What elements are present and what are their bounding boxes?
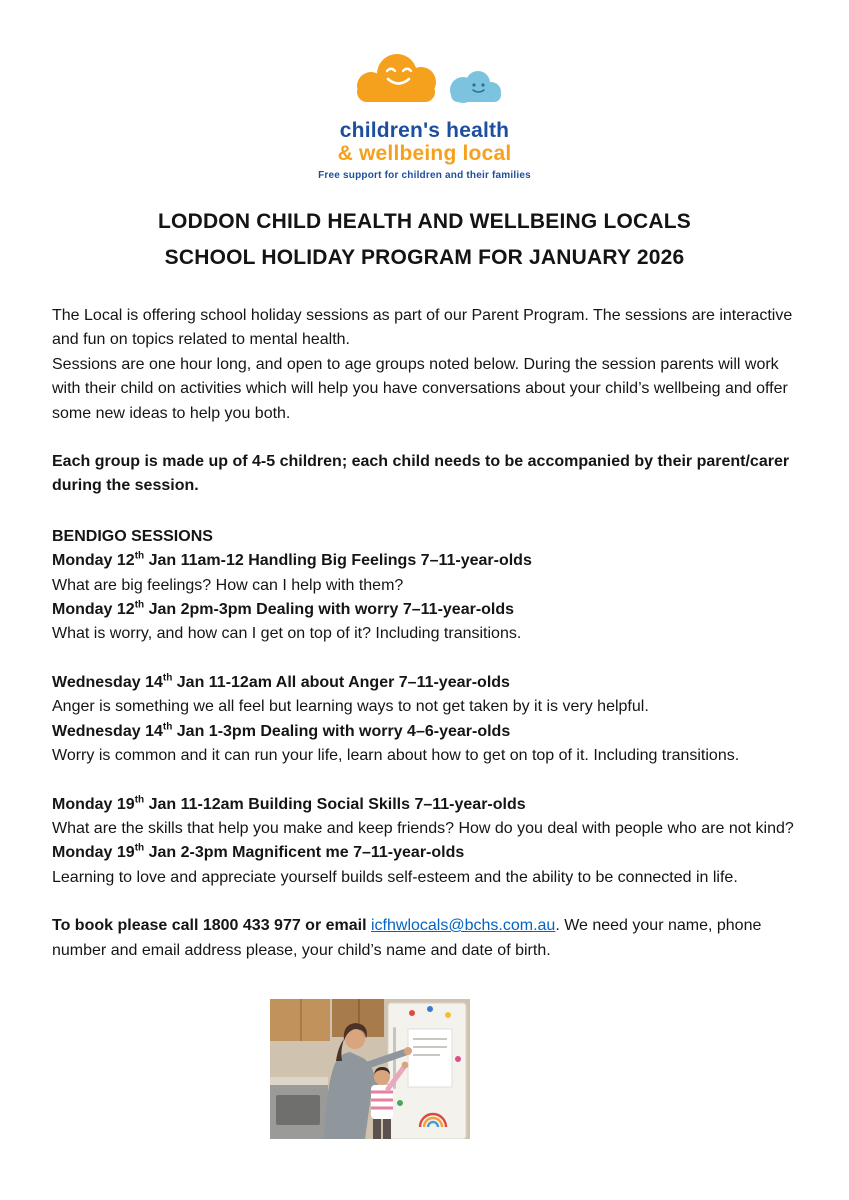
session-title-rest: Jan 11-12am Building Social Skills 7–11-year-olds xyxy=(144,795,526,813)
intro-paragraph-1: The Local is offering school holiday sessions as part of our Parent Program. The sessions are interactive and fun on topics related to mental health. xyxy=(52,307,793,349)
sessions-heading: BENDIGO SESSIONS xyxy=(52,527,213,545)
family-photo xyxy=(270,999,470,1139)
session-title-rest: Jan 2-3pm Magnificent me 7–11-year-olds xyxy=(144,844,465,862)
session-day: Monday 19 xyxy=(52,795,135,813)
session-description: Worry is common and it can run your life, learn about how to get on top of it. Including transitions. xyxy=(52,747,740,765)
intro-paragraph-2: Sessions are one hour long, and open to age groups noted below. During the session parents will work with their child on activities which will help you have conversations about your child’s wellbeing and offer some new ideas to help you both. xyxy=(52,355,788,422)
session-title xyxy=(52,671,797,695)
session-day: Wednesday 14 xyxy=(52,722,163,740)
session-description: What are big feelings? How can I help with them? xyxy=(52,576,404,594)
logo xyxy=(0,50,849,182)
session-day: Monday 12 xyxy=(52,601,135,619)
session-group-monday-12 xyxy=(52,549,797,647)
session-day: Wednesday 14 xyxy=(52,673,163,691)
document-title xyxy=(0,204,849,276)
session-title-rest: Jan 2pm-3pm Dealing with worry 7–11-year-olds xyxy=(144,601,515,619)
session-title-rest: Jan 11-12am All about Anger 7–11-year-olds xyxy=(172,673,510,691)
session-group-monday-19 xyxy=(52,793,797,891)
clouds-logo-icon xyxy=(339,50,511,116)
session-ordinal: th xyxy=(134,599,145,611)
group-size-note: Each group is made up of 4-5 children; each child needs to be accompanied by their parent/carer during the session. xyxy=(52,453,790,495)
title-line1: LODDON CHILD HEALTH AND WELLBEING LOCALS xyxy=(158,210,691,233)
session-day: Monday 12 xyxy=(52,552,135,570)
session-title xyxy=(52,549,797,573)
logo-tagline: Free support for children and their families xyxy=(318,170,531,181)
session-ordinal: th xyxy=(134,842,145,854)
session-group-wednesday-14 xyxy=(52,671,797,769)
session-ordinal: th xyxy=(162,721,173,733)
session-title-rest: Jan 1-3pm Dealing with worry 4–6-year-olds xyxy=(172,722,511,740)
booking-email-link[interactable]: icfhwlocals@bchs.com.au xyxy=(371,917,556,935)
document-body xyxy=(0,304,849,1139)
session-title xyxy=(52,598,797,622)
session-ordinal: th xyxy=(162,672,173,684)
title-line2: SCHOOL HOLIDAY PROGRAM FOR JANUARY 2026 xyxy=(164,246,685,269)
session-ordinal: th xyxy=(134,794,145,806)
session-description: Anger is something we all feel but learning ways to not get taken by it is very helpful. xyxy=(52,698,649,716)
booking-call-text: To book please call 1800 433 977 or email xyxy=(52,917,367,935)
session-title xyxy=(52,793,797,817)
session-title xyxy=(52,720,797,744)
logo-title-line1: children's health xyxy=(339,119,510,142)
session-title-rest: Jan 11am-12 Handling Big Feelings 7–11-year-olds xyxy=(144,552,532,570)
family-photo-illustration xyxy=(270,999,470,1139)
logo-title-line2: & wellbeing local xyxy=(337,142,512,165)
session-day: Monday 19 xyxy=(52,844,135,862)
session-ordinal: th xyxy=(134,550,145,562)
booking-info xyxy=(52,914,797,963)
session-description: What is worry, and how can I get on top of it? Including transitions. xyxy=(52,625,522,643)
session-description: What are the skills that help you make and keep friends? How do you deal with people who are not kind? xyxy=(52,819,794,837)
booking-details-text: . We need your name, phone number and email address please, your child’s name and date of birth. xyxy=(52,917,762,959)
session-title xyxy=(52,841,797,865)
session-description: Learning to love and appreciate yourself builds self-esteem and the ability to be connected in life. xyxy=(52,868,738,886)
